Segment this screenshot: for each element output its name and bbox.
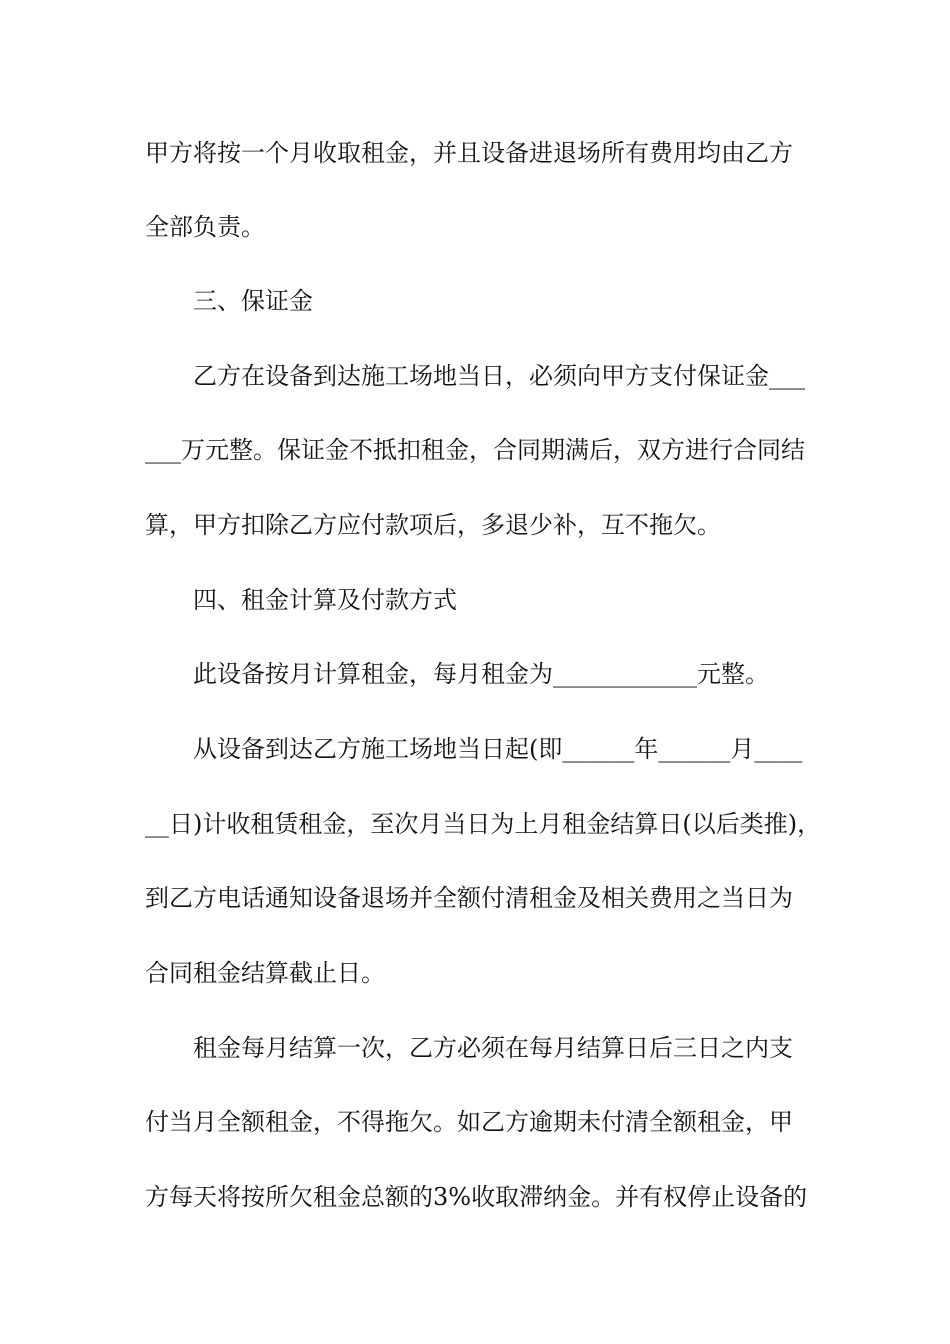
paragraph-line-4: 乙方在设备到达施工场地当日，必须向甲方支付保证金___	[193, 362, 805, 390]
section-heading-3: 三、保证金	[193, 287, 313, 315]
paragraph-line-11: 到乙方电话通知设备退场并全额付清租金及相关费用之当日为	[145, 884, 793, 912]
paragraph-line-9: 从设备到达乙方施工场地当日起(即______年______月____	[193, 735, 803, 763]
paragraph-line-15: 方每天将按所欠租金总额的3%收取滞纳金。并有权停止设备的	[145, 1183, 808, 1211]
paragraph-line-1: 甲方将按一个月收取租金，并且设备进退场所有费用均由乙方	[145, 139, 793, 167]
paragraph-line-14: 付当月全额租金，不得拖欠。如乙方逾期未付清全额租金，甲	[145, 1108, 793, 1136]
paragraph-line-2: 全部负责。	[145, 213, 265, 241]
paragraph-line-12: 合同租金结算截止日。	[145, 959, 385, 987]
paragraph-line-5: ___万元整。保证金不抵扣租金，合同期满后，双方进行合同结	[145, 436, 805, 464]
paragraph-line-13: 租金每月结算一次，乙方必须在每月结算日后三日之内支	[193, 1034, 793, 1062]
paragraph-line-10: __日)计收租赁租金，至次月当日为上月租金结算日(以后类推)，	[145, 810, 822, 838]
paragraph-line-8: 此设备按月计算租金，每月租金为____________元整。	[193, 660, 769, 688]
section-heading-4: 四、租金计算及付款方式	[193, 586, 457, 614]
paragraph-line-6: 算，甲方扣除乙方应付款项后，多退少补，互不拖欠。	[145, 511, 721, 539]
